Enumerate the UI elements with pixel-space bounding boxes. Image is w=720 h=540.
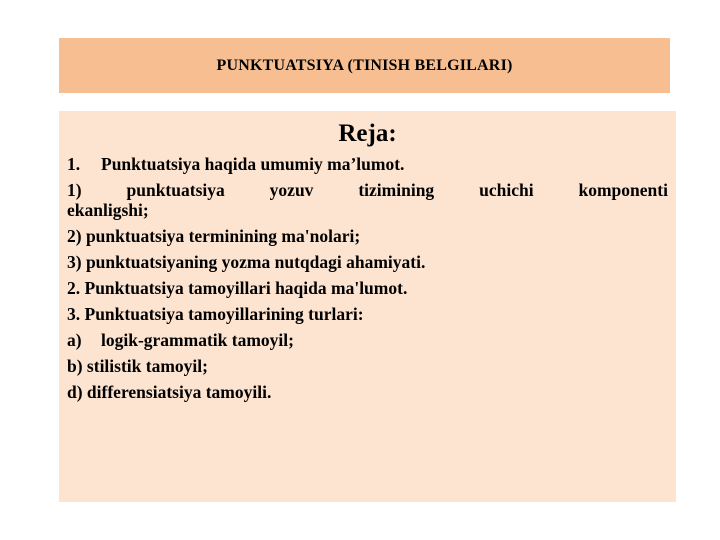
plan-item-word: komponenti — [578, 180, 668, 200]
plan-item-8: b) stilistik tamoyil; — [67, 356, 208, 376]
slide-title: PUNKTUATSIYA (TINISH BELGILARI) — [216, 56, 513, 74]
plan-item-5: 2. Punktuatsiya tamoyillari haqida ma'lumot. — [67, 278, 408, 298]
plan-item-word: tizimining — [358, 180, 435, 200]
plan-item-6: 3. Punktuatsiya tamoyillarining turlari: — [67, 304, 364, 324]
plan-item-2 — [67, 180, 668, 220]
plan-item-word: uchichi — [479, 180, 534, 200]
plan-item-marker: 1. — [67, 154, 81, 174]
plan-item-marker: a) — [67, 330, 82, 350]
plan-item-word: 1) — [67, 180, 82, 200]
plan-item-word: punktuatsiya — [126, 180, 225, 200]
plan-item-text: Punktuatsiya haqida umumiy ma’lumot. — [101, 154, 405, 174]
plan-item-3: 2) punktuatsiya terminining ma'nolari; — [67, 226, 361, 246]
plan-content-box — [59, 111, 676, 502]
plan-item-line — [67, 180, 668, 200]
plan-item-4: 3) punktuatsiyaning yozma nutqdagi ahamiyati. — [67, 252, 426, 272]
slide-title-bar — [59, 38, 670, 93]
plan-item-word: yozuv — [269, 180, 314, 200]
plan-list — [67, 154, 668, 402]
plan-item-1 — [67, 154, 668, 174]
plan-item-7 — [67, 330, 668, 350]
plan-item-text: logik-grammatik tamoyil; — [101, 330, 294, 350]
plan-item-line-continuation: ekanligshi; — [67, 200, 149, 220]
plan-item-9: d) differensiatsiya tamoyili. — [67, 382, 272, 402]
plan-heading: Reja: — [338, 120, 397, 147]
